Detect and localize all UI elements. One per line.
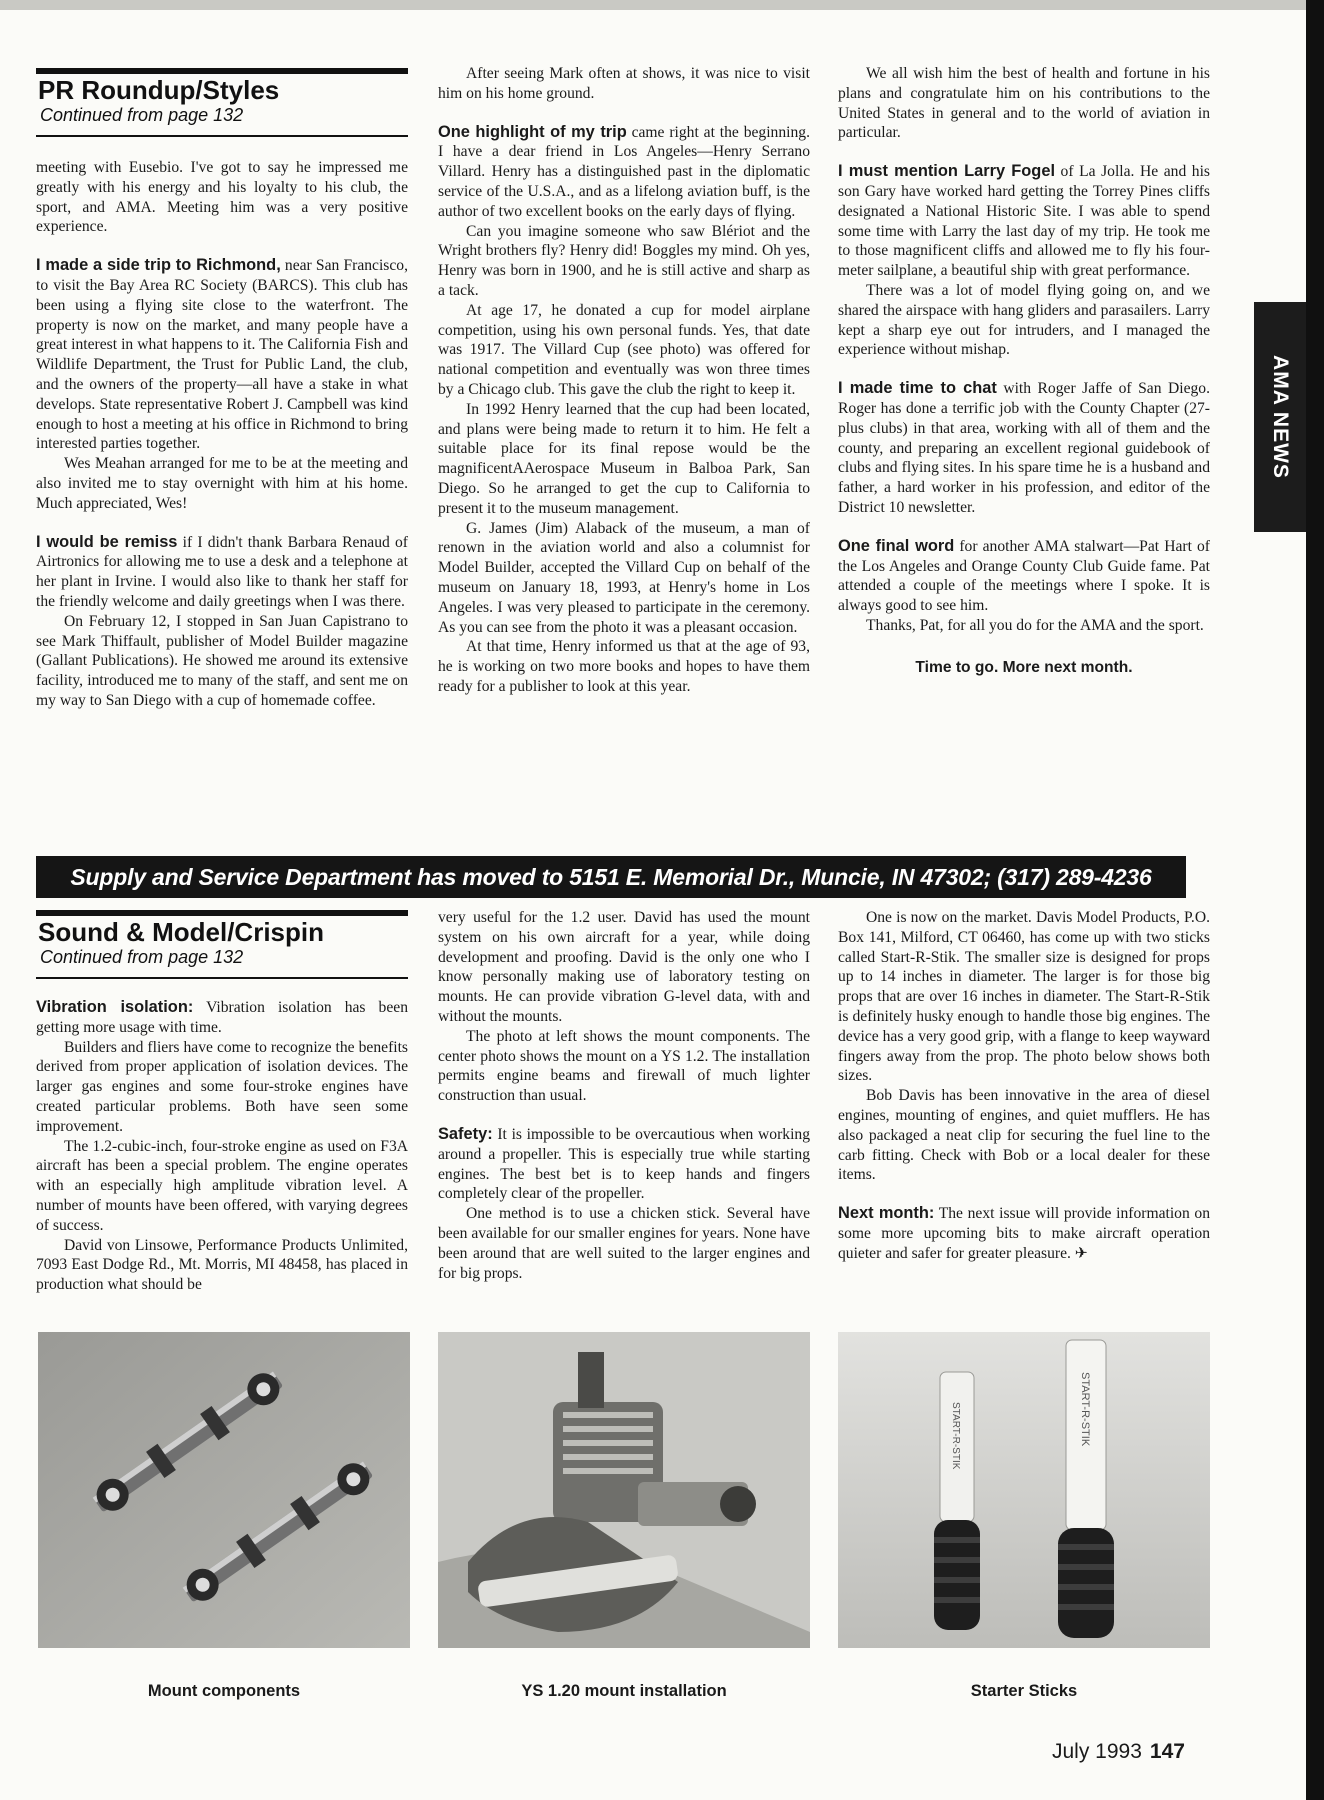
paragraph	[438, 301, 810, 400]
page-edge	[1306, 0, 1324, 1800]
paragraph	[838, 1204, 1210, 1263]
article-column-1	[36, 158, 408, 711]
paragraph-text: One is now on the market. Davis Model Products, P.O. Box 141, Milford, CT 06460, has come up with two sticks called Start-R-Stik. The smaller size is designed for props up to 14 inches in diameter. The larger is for those big props that are over 16 inches in diameter. The Start-R-Stik is definitely husky enough to handle those big engines. The device has a very good grip, with a flange to keep wayward fingers away from the prop. The photo below shows both sizes.	[838, 909, 1210, 1085]
paragraph-text: The 1.2-cubic-inch, four-stroke engine as used on F3A aircraft has been a special problem. The engine operates with an especially high amplitude vibration level. A number of mounts have been offered, with varying degrees of success.	[36, 1137, 408, 1234]
paragraph-text: In 1992 Henry learned that the cup had been located, and plans were being made to return it to him. He felt a suitable place for its final repose would be the magnificentAAerospace Museum in Balboa Park, San Diego. So he arranged to get the cup to California to present it to the museum management.	[438, 400, 810, 517]
paragraph	[36, 1236, 408, 1295]
page-folio	[1052, 1740, 1185, 1764]
paragraph	[838, 537, 1210, 616]
photo-caption: Starter Sticks	[970, 1682, 1078, 1700]
paragraph	[36, 1137, 408, 1236]
paragraph-text: near San Francisco, to visit the Bay Area RC Society (BARCS). This club has been using a flying site close to the waterfront. The property is now on the market, and many people have a great interest in what happens to it. The California Fish and Wildlife Department, the Trust for Public Land, the club, and the owners of the property—all have a stake in what develops. State representative Robert J. Campbell was kind enough to host a meeting at his office in Richmond to bring interested parties together.	[36, 257, 408, 453]
paragraph	[36, 612, 408, 711]
paragraph-text: At that time, Henry informed us that at the age of 93, he is working on two more books and hopes to have them ready for a publisher to look at this year.	[438, 638, 810, 695]
paragraph	[36, 998, 408, 1038]
paragraph-text: Vibration isolation has been getting more usage with time.	[36, 999, 408, 1036]
side-tab	[1254, 302, 1306, 532]
paragraph	[438, 1125, 810, 1204]
paragraph-text: It is impossible to be overcautious when working around a propeller. This is especially true while starting engines. The best bet is to keep hands and fingers completely clear of the propeller.	[438, 1125, 810, 1203]
article-column-3-body	[838, 64, 1210, 636]
paragraph	[838, 1086, 1210, 1185]
paragraph-text: At age 17, he donated a cup for model airplane competition, using his own personal funds. Yes, that date was 1917. The Villard Cup (see photo) was offered for national competition and eventually was won three times by a Chicago club. This gave the club the right to keep it.	[438, 301, 810, 398]
article-column-3	[838, 908, 1210, 1264]
paragraph-text: The next issue will provide information on some more upcoming bits to make aircraft operation quieter and safer for greater pleasure. ✈	[838, 1205, 1210, 1262]
paragraph	[838, 908, 1210, 1086]
section-rule	[36, 910, 408, 916]
paragraph	[438, 908, 810, 1027]
article-column-2	[438, 908, 810, 1283]
paragraph-lead-in: One final word	[838, 536, 955, 555]
article-column-3	[838, 64, 1210, 678]
paragraph-text: G. James (Jim) Alaback of the museum, a man of renown in the aviation world and also a columnist for Model Builder, accepted the Villard Cup on behalf of the museum on January 18, 1993, at Henry's home in Los Angeles. I was very pleased to participate in the ceremony. As you can see from the photo it was a pleasant occasion.	[438, 519, 810, 636]
section-title: Sound & Model/Crispin	[38, 917, 324, 947]
paragraph-text: On February 12, I stopped in San Juan Capistrano to see Mark Thiffault, publisher of Model Builder magazine (Gallant Publications). He showed me around its extensive facility, introduced me to many of the staff, and sent me on my way to San Diego with a cup of homemade coffee.	[36, 612, 408, 709]
section-subtitle: Continued from page 132	[40, 105, 244, 125]
photo-mount-installation	[438, 1332, 810, 1648]
paragraph-lead-in: I made a side trip to Richmond,	[36, 256, 281, 275]
paragraph	[838, 162, 1210, 281]
section-title: PR Roundup/Styles	[38, 75, 280, 105]
paragraph	[36, 158, 408, 237]
closing-line: Time to go. More next month.	[915, 658, 1133, 676]
announcement-banner: Supply and Service Department has moved to 5151 E. Memorial Dr., Muncie, IN 47302; (317) 289-4236	[36, 856, 1186, 898]
paragraph	[438, 519, 810, 638]
photo-caption: Mount components	[147, 1682, 301, 1700]
paragraph-text: with Roger Jaffe of San Diego. Roger has done a terrific job with the County Chapter (27-plus clubs) in that area, working with all of them and the county, and preparing an excellent regional guidebook of clubs and flying sites. In his spare time he is a husband and father, a hard worker in his profession, and editor of the District 10 newsletter.	[838, 380, 1210, 516]
paragraph	[838, 616, 1210, 636]
photo-starter-sticks	[838, 1332, 1210, 1648]
paragraph	[36, 1038, 408, 1137]
stick-label-large: START-R-STIK	[1079, 1372, 1091, 1447]
stick-label-small: START-R-STIK	[950, 1402, 961, 1470]
paragraph	[438, 637, 810, 696]
paragraph	[438, 123, 810, 222]
paragraph-text: for another AMA stalwart—Pat Hart of the Los Angeles and Orange County Club Guide fame. Pat attended a couple of the meetings where I spoke. It is always good to see him.	[838, 537, 1210, 615]
paragraph-text: One method is to use a chicken stick. Several have been available for our smaller engines for years. None have been around that are well suited to the larger engines and for big props.	[438, 1205, 810, 1282]
article-column-1	[36, 998, 408, 1295]
paragraph	[438, 1204, 810, 1283]
paragraph-text: Wes Meahan arranged for me to be at the meeting and also invited me to stay overnight with him at his home. Much appreciated, Wes!	[36, 455, 408, 512]
paragraph-text: David von Linsowe, Performance Products Unlimited, 7093 East Dodge Rd., Mt. Morris, MI 48458, has placed in production what should be	[36, 1236, 408, 1294]
paragraph-text: Builders and fliers have come to recognize the benefits derived from proper application of isolation devices. The larger gas engines and some four-stroke engines have created particular problems. Both have seen some improvement.	[36, 1038, 408, 1135]
section-rule-thin	[36, 977, 408, 979]
page-number: 147	[1149, 1740, 1185, 1763]
paragraph	[36, 256, 408, 454]
issue-date: July 1993	[1052, 1740, 1142, 1763]
paragraph	[438, 400, 810, 519]
side-tab-label: AMA NEWS	[1269, 355, 1292, 479]
photo-caption: YS 1.20 mount installation	[521, 1682, 727, 1700]
paragraph-lead-in: Safety:	[438, 1124, 493, 1143]
section-rule-thin	[36, 135, 408, 137]
paragraph-text: meeting with Eusebio. I've got to say he impressed me greatly with his energy and his loyalty to his club, the sport, and AMA. Meeting him was a very positive experience.	[36, 159, 408, 236]
paragraph-text: The photo at left shows the mount components. The center photo shows the mount on a YS 1.2. The installation permits engine beams and firewall of much lighter construction than usual.	[438, 1027, 810, 1105]
article-column-2	[438, 64, 810, 697]
paragraph	[838, 281, 1210, 360]
paragraph	[838, 379, 1210, 518]
paragraph-text: We all wish him the best of health and fortune in his plans and congratulate him on his contributions to the United States in general and to the world of aviation in particular.	[838, 65, 1210, 142]
paragraph-lead-in: I would be remiss	[36, 532, 178, 551]
paragraph-lead-in: Vibration isolation:	[36, 998, 194, 1016]
paragraph-text: if I didn't thank Barbara Renaud of Airtronics for allowing me to use a desk and a telephone at her plant in Irvine. I would also like to thank her staff for the friendly welcome and daily greetings when I was there.	[36, 533, 408, 610]
photo-mount-components	[38, 1332, 410, 1648]
paragraph	[36, 454, 408, 513]
paragraph-text: of La Jolla. He and his son Gary have worked hard getting the Torrey Pines cliffs designated a National Historic Site. I was able to spend some time with Larry the last day of my trip. He took me to those magnificent cliffs and allowed me to fly his four-meter sailplane, a beautiful ship with great performance.	[838, 163, 1211, 280]
paragraph	[838, 64, 1210, 143]
top-edge-strip	[0, 0, 1306, 10]
paragraph-text: Can you imagine someone who saw Blériot and the Wright brothers fly? Henry did! Boggles my mind. Oh yes, Henry was born in 1900, and he is still active and sharp as a tack.	[438, 222, 810, 299]
paragraph	[438, 64, 810, 104]
paragraph	[36, 533, 408, 612]
paragraph	[438, 222, 810, 301]
section-subtitle: Continued from page 132	[40, 947, 244, 967]
paragraph-lead-in: I must mention Larry Fogel	[838, 162, 1055, 181]
paragraph-lead-in: One highlight of my trip	[438, 122, 627, 141]
paragraph-text: Thanks, Pat, for all you do for the AMA and the sport.	[866, 616, 1204, 634]
paragraph-text: There was a lot of model flying going on, and we shared the airspace with hang gliders and parasailers. Larry kept a sharp eye out for intruders, and I managed the experience without mishap.	[838, 281, 1210, 359]
section-rule	[36, 68, 408, 74]
paragraph-lead-in: I made time to chat	[838, 379, 997, 398]
paragraph-text: Bob Davis has been innovative in the area of diesel engines, mounting of engines, and quiet mufflers. He has also packaged a neat clip for securing the fuel line to the carb fitting. Check with Bob or a local dealer for these items.	[838, 1087, 1210, 1184]
paragraph-text: very useful for the 1.2 user. David has used the mount system on his own aircraft for a year, while doing development and proofing. David is the only one who I know personally making use of laboratory testing on mounts. He can provide vibration G-level data, with and without the mounts.	[438, 909, 810, 1025]
paragraph-text: After seeing Mark often at shows, it was nice to visit him on his home ground.	[438, 65, 810, 102]
paragraph-lead-in: Next month:	[838, 1204, 935, 1223]
paragraph	[438, 1027, 810, 1106]
paragraph-text: came right at the beginning. I have a dear friend in Los Angeles—Henry Serrano Villard. Henry has a distinguished past in the diplomatic service of the U.S.A., and as a lifelong aviation buff, is the author of two excellent books on the early days of flying.	[438, 123, 810, 220]
